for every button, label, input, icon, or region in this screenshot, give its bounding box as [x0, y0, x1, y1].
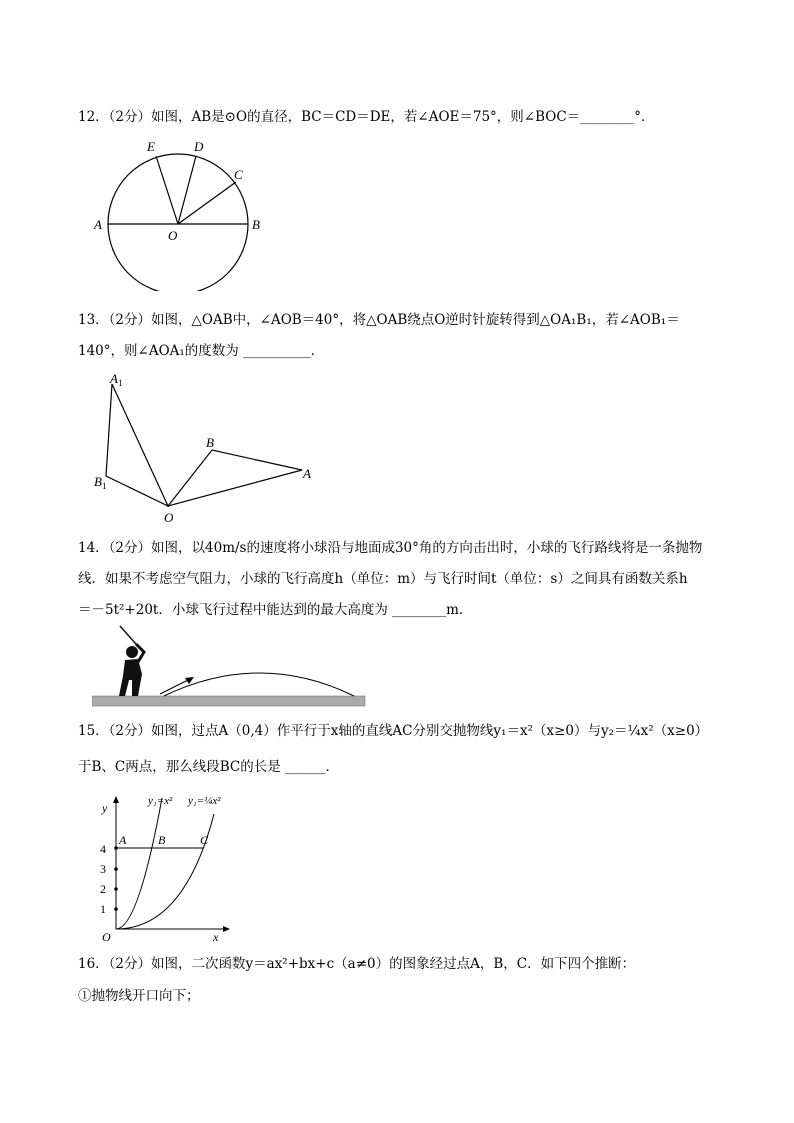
curve1-label: y₁=x² [148, 795, 173, 807]
tick-dot-1 [114, 907, 118, 911]
label-a1: $A_1$ [110, 371, 123, 388]
curve-y2 [116, 814, 214, 929]
tick-label-2: 2 [100, 882, 106, 896]
radius-oe [156, 156, 178, 224]
point-c-label: C [200, 833, 209, 847]
x-axis-arrow [223, 926, 230, 932]
point-a-label: A [119, 833, 127, 847]
ball-trajectory [164, 673, 354, 696]
label-o: O [164, 510, 174, 525]
q15-parabola-graph [92, 786, 252, 946]
radius-oc [178, 182, 236, 224]
point-b-label: B [158, 833, 166, 847]
q12-circle-figure [90, 136, 270, 291]
tick-label-4: 4 [100, 842, 106, 856]
y-axis-arrow [113, 796, 119, 803]
q12-text: 12．（2分）如图，AB是⊙O的直径，BC＝CD＝DE，若∠AOE＝75°，则∠BOC＝________°． [78, 109, 655, 125]
tick-label-1: 1 [100, 902, 106, 916]
tick-dot-2 [114, 887, 118, 891]
tick-dot-3 [114, 867, 118, 871]
tick-dot-4 [114, 846, 118, 850]
label-a: A [303, 466, 311, 481]
label-b: B [252, 217, 260, 232]
y-axis-label: y [102, 801, 108, 815]
q14-text-line1: 14．（2分）如图，以40m/s的速度将小球沿与地面成30°角的方向击出时，小球的飞行路线将是一条抛物 [78, 540, 703, 556]
q14-text-line3: ＝－5t²+20t．小球飞行过程中能达到的最大高度为 ________m． [78, 602, 473, 618]
q14-golfer-figure [92, 622, 367, 708]
label-e: E [147, 139, 155, 154]
q13-rotation-figure [90, 370, 330, 530]
q15-text-line2: 于B、C两点，那么线段BC的长是 ______． [78, 759, 340, 775]
q14-text-line2: 线．如果不考虑空气阻力，小球的飞行高度h（单位：m）与飞行时间t（单位：s）之间具有函数关系h [78, 571, 688, 587]
label-c: C [234, 167, 243, 182]
curve-y1 [116, 798, 162, 929]
label-b: B [206, 435, 214, 450]
label-o: O [168, 228, 178, 243]
q15-text-line1: 15．（2分）如图，过点A（0,4）作平行于x轴的直线AC分别交抛物线y₁＝x²（x≥0）与y₂＝¼x²（x≥0） [78, 723, 709, 739]
q13-text-line2: 140°，则∠AOA₁的度数为 __________． [78, 343, 325, 359]
x-axis-label: x [213, 930, 219, 944]
golfer-icon [119, 626, 144, 696]
q16-text-line2: ①抛物线开口向下； [78, 988, 200, 1004]
ground [92, 696, 365, 706]
triangle-oa1b1 [106, 384, 168, 506]
label-d: D [194, 139, 204, 154]
curve2-label: y₁=¼x² [188, 795, 221, 807]
radius-od [178, 156, 196, 224]
q16-text-line1: 16．（2分）如图，二次函数y＝ax²+bx+c（a≠0）的图象经过点A，B，C．如下四个推断： [78, 956, 636, 972]
tick-label-3: 3 [100, 862, 106, 876]
label-a: A [94, 217, 102, 232]
origin-label: O [102, 930, 111, 944]
q13-text-line1: 13．（2分）如图，△OAB中，∠AOB＝40°，将△OAB绕点O逆时针旋转得到△OA₁B₁，若∠AOB₁＝ [78, 312, 680, 328]
triangle-oab [168, 450, 302, 506]
label-b1: $B_1$ [94, 474, 107, 491]
